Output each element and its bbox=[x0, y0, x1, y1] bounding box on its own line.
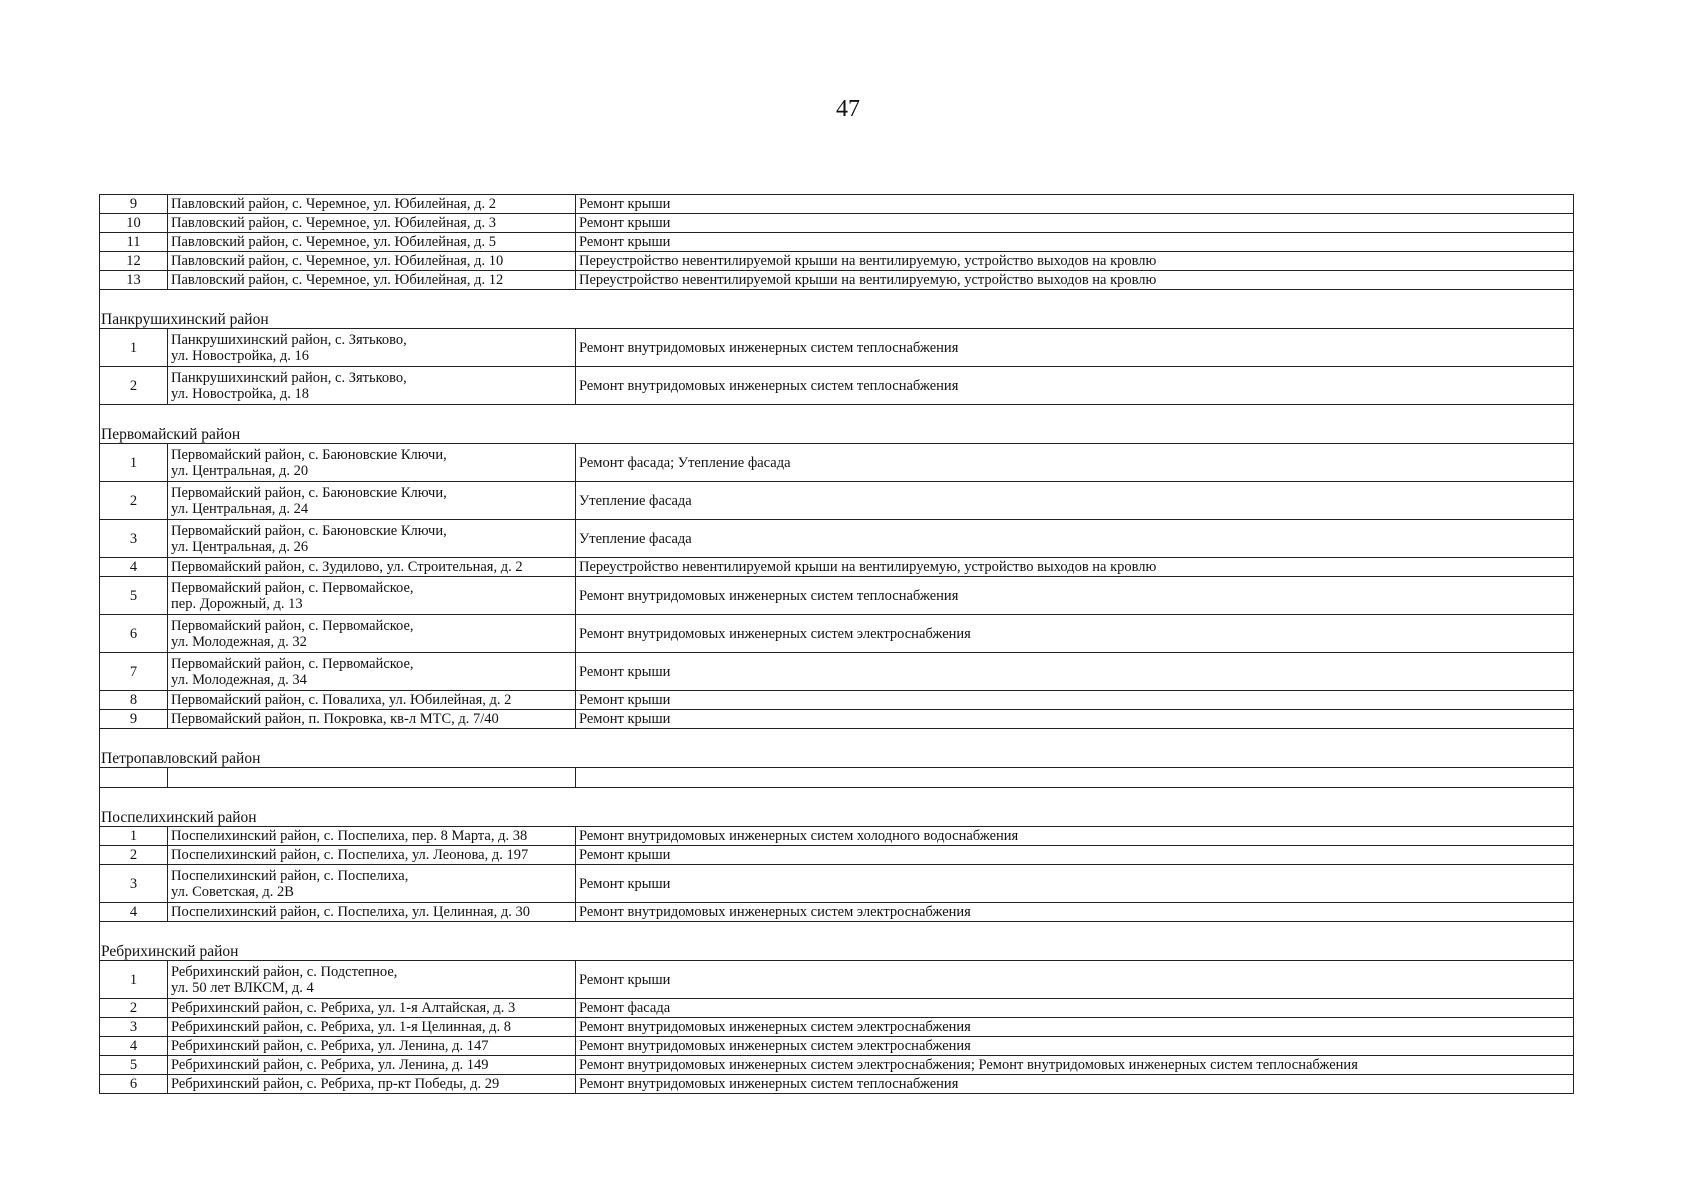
section-spacer bbox=[100, 405, 1574, 422]
address-line: Панкрушихинский район, с. Зятьково, bbox=[171, 369, 407, 386]
address-line: Поспелихинский район, с. Поспелиха, ул. Целинная, д. 30 bbox=[171, 904, 530, 920]
address-line: Ребрихинский район, с. Ребриха, ул. Ленина, д. 149 bbox=[171, 1057, 489, 1073]
address-line: Первомайский район, с. Первомайское, bbox=[171, 579, 414, 596]
address-cell bbox=[168, 233, 576, 252]
address-cell bbox=[168, 691, 576, 710]
work-type-text: Ремонт внутридомовых инженерных систем теплоснабжения bbox=[579, 587, 959, 604]
address-cell bbox=[168, 367, 576, 405]
work-type-text: Ремонт внутридомовых инженерных систем теплоснабжения bbox=[579, 377, 959, 394]
work-type-cell bbox=[576, 233, 1574, 252]
table-row bbox=[100, 252, 1574, 271]
row-number: 3 bbox=[100, 865, 168, 903]
section-spacer-cell bbox=[100, 788, 1574, 805]
address-cell bbox=[168, 615, 576, 653]
table-row bbox=[100, 961, 1574, 999]
work-type-cell bbox=[576, 710, 1574, 729]
work-type-cell bbox=[576, 903, 1574, 922]
row-number: 5 bbox=[100, 1056, 168, 1075]
work-type-text: Ремонт крыши bbox=[579, 711, 671, 727]
address-cell bbox=[168, 999, 576, 1018]
work-type-text: Ремонт фасада; Утепление фасада bbox=[579, 454, 791, 471]
table-row bbox=[100, 195, 1574, 214]
row-number: 1 bbox=[100, 827, 168, 846]
address-line: Ребрихинский район, с. Подстепное, bbox=[171, 963, 398, 980]
section-spacer bbox=[100, 788, 1574, 805]
table-row bbox=[100, 710, 1574, 729]
table-row bbox=[100, 558, 1574, 577]
address-cell bbox=[168, 482, 576, 520]
register-body bbox=[100, 195, 1574, 1094]
address-cell bbox=[168, 329, 576, 367]
table-row bbox=[100, 903, 1574, 922]
address-cell bbox=[168, 1056, 576, 1075]
table-row bbox=[100, 846, 1574, 865]
work-type-text: Ремонт внутридомовых инженерных систем электроснабжения bbox=[579, 1038, 971, 1054]
work-type-cell bbox=[576, 271, 1574, 290]
address-line: Панкрушихинский район, с. Зятьково, bbox=[171, 331, 407, 348]
address-line: ул. 50 лет ВЛКСМ, д. 4 bbox=[171, 979, 314, 996]
work-type-cell bbox=[576, 691, 1574, 710]
work-type-text: Ремонт внутридомовых инженерных систем теплоснабжения bbox=[579, 339, 959, 356]
address-line: Павловский район, с. Черемное, ул. Юбилейная, д. 10 bbox=[171, 253, 504, 269]
district-heading: Поспелихинский район bbox=[100, 804, 1574, 827]
section-spacer-cell bbox=[100, 729, 1574, 746]
address-line: Первомайский район, п. Покровка, кв-л МТС, д. 7/40 bbox=[171, 711, 499, 727]
address-line: ул. Молодежная, д. 32 bbox=[171, 633, 307, 650]
work-type-cell bbox=[576, 1075, 1574, 1094]
address-line: ул. Советская, д. 2В bbox=[171, 883, 294, 900]
work-type-cell bbox=[576, 195, 1574, 214]
table-row bbox=[100, 1075, 1574, 1094]
row-number: 2 bbox=[100, 367, 168, 405]
address-line: Ребрихинский район, с. Ребриха, пр-кт Победы, д. 29 bbox=[171, 1076, 500, 1092]
row-number: 1 bbox=[100, 329, 168, 367]
work-type-text: Ремонт внутридомовых инженерных систем электроснабжения bbox=[579, 904, 971, 920]
work-type-cell bbox=[576, 577, 1574, 615]
row-number: 5 bbox=[100, 577, 168, 615]
register-table bbox=[99, 194, 1574, 1094]
work-type-text: Переустройство невентилируемой крыши на вентилируемую, устройство выходов на кровлю bbox=[579, 253, 1157, 269]
address-cell bbox=[168, 444, 576, 482]
section-spacer bbox=[100, 922, 1574, 939]
row-number: 7 bbox=[100, 653, 168, 691]
address-line: пер. Дорожный, д. 13 bbox=[171, 595, 303, 612]
row-number: 8 bbox=[100, 691, 168, 710]
work-type-cell bbox=[576, 961, 1574, 999]
work-type-cell bbox=[576, 214, 1574, 233]
address-line: Первомайский район, с. Баюновские Ключи, bbox=[171, 484, 447, 501]
table-row bbox=[100, 1037, 1574, 1056]
table-row bbox=[100, 233, 1574, 252]
table-row bbox=[100, 999, 1574, 1018]
work-type-cell bbox=[576, 1037, 1574, 1056]
table-row bbox=[100, 691, 1574, 710]
work-type-text: Ремонт крыши bbox=[579, 875, 671, 892]
address-line: ул. Центральная, д. 20 bbox=[171, 462, 309, 479]
table-row bbox=[100, 520, 1574, 558]
address-line: Первомайский район, с. Зудилово, ул. Строительная, д. 2 bbox=[171, 559, 523, 575]
work-type-text: Ремонт крыши bbox=[579, 215, 671, 231]
district-heading-row bbox=[100, 306, 1574, 329]
document-body bbox=[99, 194, 1573, 1094]
work-type-text: Ремонт внутридомовых инженерных систем электроснабжения bbox=[579, 625, 971, 642]
address-cell bbox=[168, 961, 576, 999]
work-type-text: Утепление фасада bbox=[579, 492, 692, 509]
address-cell bbox=[168, 903, 576, 922]
row-number: 6 bbox=[100, 615, 168, 653]
table-row bbox=[100, 1056, 1574, 1075]
address-line: Поспелихинский район, с. Поспелиха, ул. Леонова, д. 197 bbox=[171, 847, 529, 863]
work-type-cell bbox=[576, 999, 1574, 1018]
work-type-cell bbox=[576, 329, 1574, 367]
address-line: Первомайский район, с. Повалиха, ул. Юбилейная, д. 2 bbox=[171, 692, 512, 708]
work-type-text: Утепление фасада bbox=[579, 530, 692, 547]
section-spacer bbox=[100, 290, 1574, 307]
row-number: 6 bbox=[100, 1075, 168, 1094]
address-line: ул. Новостройка, д. 16 bbox=[171, 347, 310, 364]
row-number: 1 bbox=[100, 444, 168, 482]
address-line: Первомайский район, с. Первомайское, bbox=[171, 655, 414, 672]
table-row bbox=[100, 653, 1574, 691]
address-cell bbox=[168, 214, 576, 233]
address-line: Первомайский район, с. Баюновские Ключи, bbox=[171, 446, 447, 463]
address-line: ул. Новостройка, д. 18 bbox=[171, 385, 310, 402]
work-type-cell bbox=[576, 865, 1574, 903]
row-number: 13 bbox=[100, 271, 168, 290]
address-line: Ребрихинский район, с. Ребриха, ул. Ленина, д. 147 bbox=[171, 1038, 489, 1054]
work-type-cell bbox=[576, 367, 1574, 405]
row-number: 3 bbox=[100, 520, 168, 558]
work-type-text: Ремонт крыши bbox=[579, 663, 671, 680]
work-type-text: Ремонт внутридомовых инженерных систем холодного водоснабжения bbox=[579, 828, 1019, 844]
work-type-cell bbox=[576, 444, 1574, 482]
work-type-cell bbox=[576, 558, 1574, 577]
table-row bbox=[100, 865, 1574, 903]
address-line: Ребрихинский район, с. Ребриха, ул. 1-я Алтайская, д. 3 bbox=[171, 1000, 516, 1016]
address-cell bbox=[168, 1018, 576, 1037]
table-row bbox=[100, 367, 1574, 405]
row-number: 9 bbox=[100, 710, 168, 729]
address-line: ул. Молодежная, д. 34 bbox=[171, 671, 307, 688]
work-type-cell bbox=[576, 252, 1574, 271]
table-row bbox=[100, 827, 1574, 846]
address-cell bbox=[168, 1075, 576, 1094]
work-type-cell bbox=[576, 615, 1574, 653]
row-number: 4 bbox=[100, 558, 168, 577]
address-line: Павловский район, с. Черемное, ул. Юбилейная, д. 12 bbox=[171, 272, 504, 288]
work-type-text: Ремонт крыши bbox=[579, 196, 671, 212]
work-type-text: Ремонт внутридомовых инженерных систем электроснабжения bbox=[579, 1019, 971, 1035]
work-type-cell bbox=[576, 520, 1574, 558]
table-row bbox=[100, 271, 1574, 290]
address-cell bbox=[168, 558, 576, 577]
row-number: 10 bbox=[100, 214, 168, 233]
district-heading-row bbox=[100, 745, 1574, 768]
work-type-cell bbox=[576, 1018, 1574, 1037]
work-type-text: Ремонт крыши bbox=[579, 847, 671, 863]
address-line: Поспелихинский район, с. Поспелиха, bbox=[171, 867, 409, 884]
address-cell bbox=[168, 846, 576, 865]
work-type-text: Переустройство невентилируемой крыши на вентилируемую, устройство выходов на кровлю bbox=[579, 272, 1157, 288]
row-number: 4 bbox=[100, 903, 168, 922]
address-cell bbox=[168, 865, 576, 903]
table-row bbox=[100, 214, 1574, 233]
district-heading-row bbox=[100, 938, 1574, 961]
work-type-cell bbox=[576, 827, 1574, 846]
table-row bbox=[100, 444, 1574, 482]
work-type-cell bbox=[576, 482, 1574, 520]
district-heading: Первомайский район bbox=[100, 421, 1574, 444]
address-line: Павловский район, с. Черемное, ул. Юбилейная, д. 5 bbox=[171, 234, 496, 250]
section-spacer bbox=[100, 729, 1574, 746]
district-heading-row bbox=[100, 421, 1574, 444]
address-cell bbox=[168, 710, 576, 729]
address-cell bbox=[168, 577, 576, 615]
row-number: 2 bbox=[100, 999, 168, 1018]
row-number: 4 bbox=[100, 1037, 168, 1056]
row-number bbox=[100, 768, 168, 788]
work-type-text: Ремонт крыши bbox=[579, 971, 671, 988]
section-spacer-cell bbox=[100, 405, 1574, 422]
table-row bbox=[100, 1018, 1574, 1037]
address-line: Первомайский район, с. Баюновские Ключи, bbox=[171, 522, 447, 539]
work-type-text: Ремонт внутридомовых инженерных систем теплоснабжения bbox=[579, 1076, 959, 1092]
address-cell bbox=[168, 520, 576, 558]
work-type-text: Ремонт крыши bbox=[579, 234, 671, 250]
district-heading: Панкрушихинский район bbox=[100, 306, 1574, 329]
table-row bbox=[100, 768, 1574, 788]
row-number: 2 bbox=[100, 482, 168, 520]
address-line: ул. Центральная, д. 26 bbox=[171, 538, 309, 555]
row-number: 2 bbox=[100, 846, 168, 865]
work-type-text: Ремонт крыши bbox=[579, 692, 671, 708]
address-line: Поспелихинский район, с. Поспелиха, пер. 8 Марта, д. 38 bbox=[171, 828, 528, 844]
table-row bbox=[100, 329, 1574, 367]
address-line: Ребрихинский район, с. Ребриха, ул. 1-я Целинная, д. 8 bbox=[171, 1019, 512, 1035]
district-heading: Ребрихинский район bbox=[100, 938, 1574, 961]
table-row bbox=[100, 577, 1574, 615]
section-spacer-cell bbox=[100, 290, 1574, 307]
work-type-cell bbox=[576, 1056, 1574, 1075]
address-cell bbox=[168, 1037, 576, 1056]
address-cell bbox=[168, 195, 576, 214]
district-heading-row bbox=[100, 804, 1574, 827]
row-number: 1 bbox=[100, 961, 168, 999]
address-cell bbox=[168, 271, 576, 290]
work-type-text: Ремонт внутридомовых инженерных систем электроснабжения; Ремонт внутридомовых инженерных систем теплоснабжения bbox=[579, 1057, 1358, 1073]
section-spacer-cell bbox=[100, 922, 1574, 939]
page-number: 47 bbox=[836, 96, 860, 122]
work-type-text: Переустройство невентилируемой крыши на вентилируемую, устройство выходов на кровлю bbox=[579, 559, 1157, 575]
address-cell bbox=[168, 827, 576, 846]
row-number: 12 bbox=[100, 252, 168, 271]
table-row bbox=[100, 615, 1574, 653]
address-line: ул. Центральная, д. 24 bbox=[171, 500, 309, 517]
district-heading: Петропавловский район bbox=[100, 745, 1574, 768]
work-type-cell bbox=[576, 768, 1574, 788]
table-row bbox=[100, 482, 1574, 520]
row-number: 9 bbox=[100, 195, 168, 214]
address-cell bbox=[168, 768, 576, 788]
work-type-cell bbox=[576, 653, 1574, 691]
address-line: Павловский район, с. Черемное, ул. Юбилейная, д. 3 bbox=[171, 215, 496, 231]
address-line: Павловский район, с. Черемное, ул. Юбилейная, д. 2 bbox=[171, 196, 496, 212]
work-type-text: Ремонт фасада bbox=[579, 1000, 671, 1016]
row-number: 3 bbox=[100, 1018, 168, 1037]
row-number: 11 bbox=[100, 233, 168, 252]
work-type-cell bbox=[576, 846, 1574, 865]
address-cell bbox=[168, 653, 576, 691]
address-line: Первомайский район, с. Первомайское, bbox=[171, 617, 414, 634]
address-cell bbox=[168, 252, 576, 271]
